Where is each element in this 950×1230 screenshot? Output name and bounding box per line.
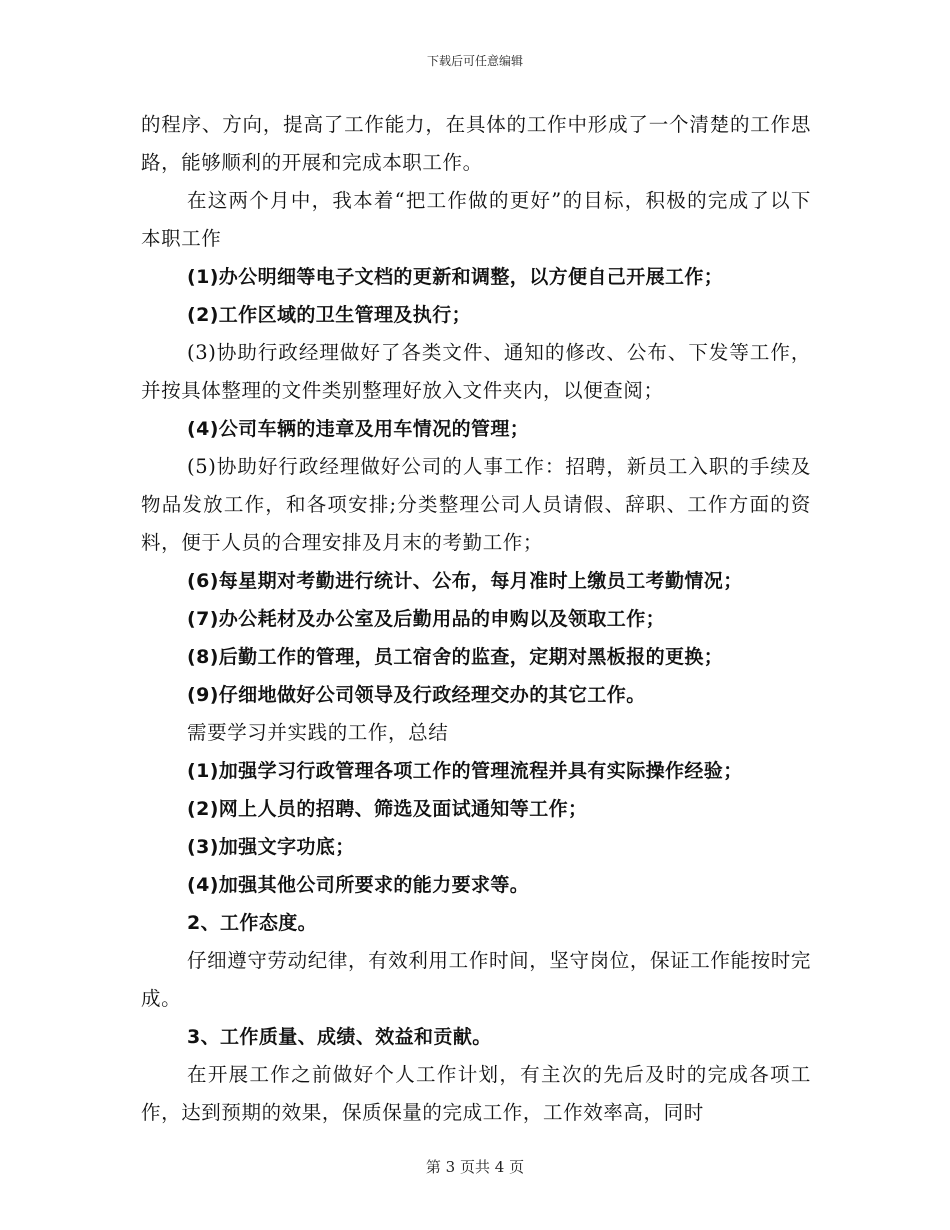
learning-item-3: (3)加强文字功底； [187, 836, 355, 858]
paragraph-quality: 在开展工作之前做好个人工作计划，有主次的先后及时的完成各项工作，达到预期的效果，保质保量的完成工作，工作效率高，同时 [141, 1063, 811, 1124]
list-item-5: (5)协助好行政经理做好公司的人事工作：招聘，新员工入职的手续及物品发放工作，和各项安排;分类整理公司人员请假、辞职、工作方面的资料，便于人员的合理安排及月末的考勤工作； [141, 455, 811, 554]
section-attitude-heading: 2、工作态度。 [187, 912, 318, 934]
list-item-1: (1)办公明细等电子文档的更新和调整，以方便自己开展工作； [187, 266, 724, 288]
page-footer: 第 3 页共 4 页 [425, 1158, 525, 1176]
list-item-6: (6)每星期对考勤进行统计、公布，每月准时上缴员工考勤情况； [187, 570, 743, 592]
section-learning-heading: 需要学习并实践的工作，总结 [187, 721, 449, 744]
list-item-7: (7)办公耗材及办公室及后勤用品的申购以及领取工作； [187, 608, 665, 630]
section-quality-heading: 3、工作质量、成绩、效益和贡献。 [187, 1026, 492, 1048]
paragraph-attitude: 仔细遵守劳动纪律，有效利用工作时间，坚守岗位，保证工作能按时完成。 [141, 949, 811, 1010]
list-item-8: (8)后勤工作的管理，员工宿舍的监查，定期对黑板报的更换； [187, 646, 724, 668]
page-header: 下载后可任意编辑 [426, 54, 523, 68]
learning-item-4: (4)加强其他公司所要求的能力要求等。 [187, 874, 530, 896]
paragraph-intro-continuation: 的程序、方向，提高了工作能力，在具体的工作中形成了一个清楚的工作思路，能够顺利的开展和完成本职工作。 [141, 113, 811, 174]
list-item-2: (2)工作区域的卫生管理及执行； [187, 304, 471, 326]
list-item-3: (3)协助行政经理做好了各类文件、通知的修改、公布、下发等工作，并按具体整理的文件类别整理好放入文件夹内，以便查阅； [141, 341, 811, 402]
paragraph-two-months: 在这两个月中，我本着“把工作做的更好”的目标，积极的完成了以下本职工作 [141, 189, 811, 250]
learning-item-2: (2)网上人员的招聘、筛选及面试通知等工作； [187, 798, 588, 820]
list-item-9: (9)仔细地做好公司领导及行政经理交办的其它工作。 [187, 684, 646, 706]
learning-item-1: (1)加强学习行政管理各项工作的管理流程并具有实际操作经验； [187, 760, 743, 782]
document-body [141, 106, 811, 1132]
list-item-4: (4)公司车辆的违章及用车情况的管理； [187, 418, 530, 440]
